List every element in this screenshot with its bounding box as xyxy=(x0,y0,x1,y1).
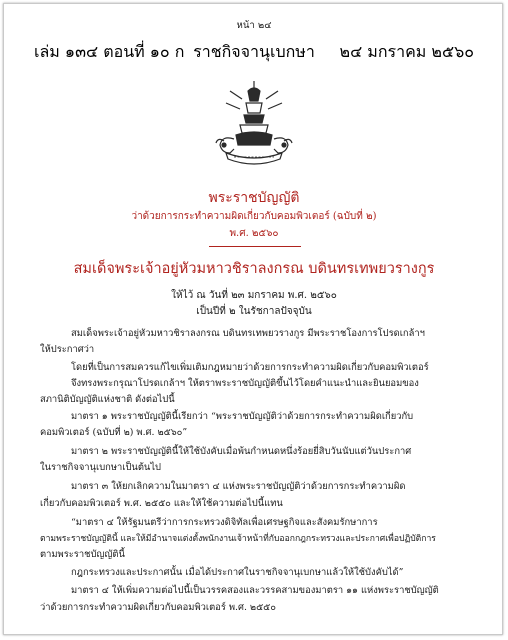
body-line: ตามพระราชบัญญัตินี้ และให้มีอำนาจแต่งตั้งพนักงานเจ้าหน้าที่กับออกกฎกระทรวงและประกาศเพื่อปฏิบัติการ xyxy=(40,534,436,544)
body-line: “มาตรา ๔ ให้รัฐมนตรีว่าการกระทรวงดิจิทัลเพื่อเศรษฐกิจและสังคมรักษาการ xyxy=(71,517,378,528)
body-line: กฎกระทรวงและประกาศนั้น เมื่อได้ประกาศในราชกิจจานุเบกษาแล้วให้ใช้บังคับได้” xyxy=(71,567,404,578)
body-line: คอมพิวเตอร์ (ฉบับที่ ๒) พ.ศ. ๒๕๖๐” xyxy=(40,427,188,438)
act-year: พ.ศ. ๒๕๖๐ xyxy=(229,228,279,239)
body-line: ในราชกิจจานุเบกษาเป็นต้นไป xyxy=(40,462,161,473)
body-line: ว่าด้วยการกระทำความผิดเกี่ยวกับคอมพิวเตอร์ พ.ศ. ๒๕๕๐ xyxy=(40,602,276,613)
body-line: โดยที่เป็นการสมควรแก้ไขเพิ่มเติมกฎหมายว่าด้วยการกระทำความผิดเกี่ยวกับคอมพิวเตอร์ xyxy=(71,362,429,373)
body-line: ให้ประกาศว่า xyxy=(40,344,95,355)
body-line: มาตรา ๑ พระราชบัญญัตินี้เรียกว่า “พระราชบัญญัติว่าด้วยการกระทำความผิดเกี่ยวกับ xyxy=(71,411,414,422)
act-subtitle: ว่าด้วยการกระทำความผิดเกี่ยวกับคอมพิวเตอร์ (ฉบับที่ ๒) xyxy=(131,211,377,222)
page-number: หน้า ๒๔ xyxy=(236,20,272,31)
given-date: ให้ไว้ ณ วันที่ ๒๓ มกราคม พ.ศ. ๒๕๖๐ xyxy=(171,290,337,301)
body-line: สภานิติบัญญัติแห่งชาติ ดังต่อไปนี้ xyxy=(40,394,175,405)
body-line: เกี่ยวกับคอมพิวเตอร์ พ.ศ. ๒๕๕๐ และให้ใช้ความต่อไปนี้แทน xyxy=(40,498,283,509)
reign-year: เป็นปีที่ ๒ ในรัชกาลปัจจุบัน xyxy=(196,306,312,317)
gazette-header xyxy=(34,40,474,61)
garuda-emblem-icon xyxy=(212,79,296,167)
body-line: จึงทรงพระกรุณาโปรดเกล้าฯ ให้ตราพระราชบัญญัติขึ้นไว้โดยคำแนะนำและยินยอมของ xyxy=(71,378,419,389)
body-line: สมเด็จพระเจ้าอยู่หัวมหาวชิราลงกรณ บดินทรเทพยวรางกูร มีพระราชโองการโปรดเกล้าฯ xyxy=(71,328,425,339)
body-line: ตามพระราชบัญญัตินี้ xyxy=(40,549,125,560)
title-divider xyxy=(209,246,301,247)
body-line: มาตรา ๓ ให้ยกเลิกความในมาตรา ๔ แห่งพระราชบัญญัติว่าด้วยการกระทำความผิด xyxy=(71,481,406,492)
gazette-date: ๒๔ มกราคม ๒๕๖๐ xyxy=(339,42,474,61)
volume-issue: เล่ม ๑๓๔ ตอนที่ ๑๐ ก xyxy=(34,42,185,61)
gazette-name: ราชกิจจานุเบกษา xyxy=(193,42,315,61)
king-name: สมเด็จพระเจ้าอยู่หัวมหาวชิราลงกรณ บดินทรเทพยวรางกูร xyxy=(73,261,435,277)
gazette-page xyxy=(3,3,503,635)
act-title: พระราชบัญญัติ xyxy=(208,190,300,206)
body-line: มาตรา ๒ พระราชบัญญัตินี้ให้ใช้บังคับเมื่อพ้นกำหนดหนึ่งร้อยยี่สิบวันนับแต่วันประกาศ xyxy=(71,446,412,457)
body-line: มาตรา ๔ ให้เพิ่มความต่อไปนี้เป็นวรรคสองและวรรคสามของมาตรา ๑๑ แห่งพระราชบัญญัติ xyxy=(71,585,439,596)
